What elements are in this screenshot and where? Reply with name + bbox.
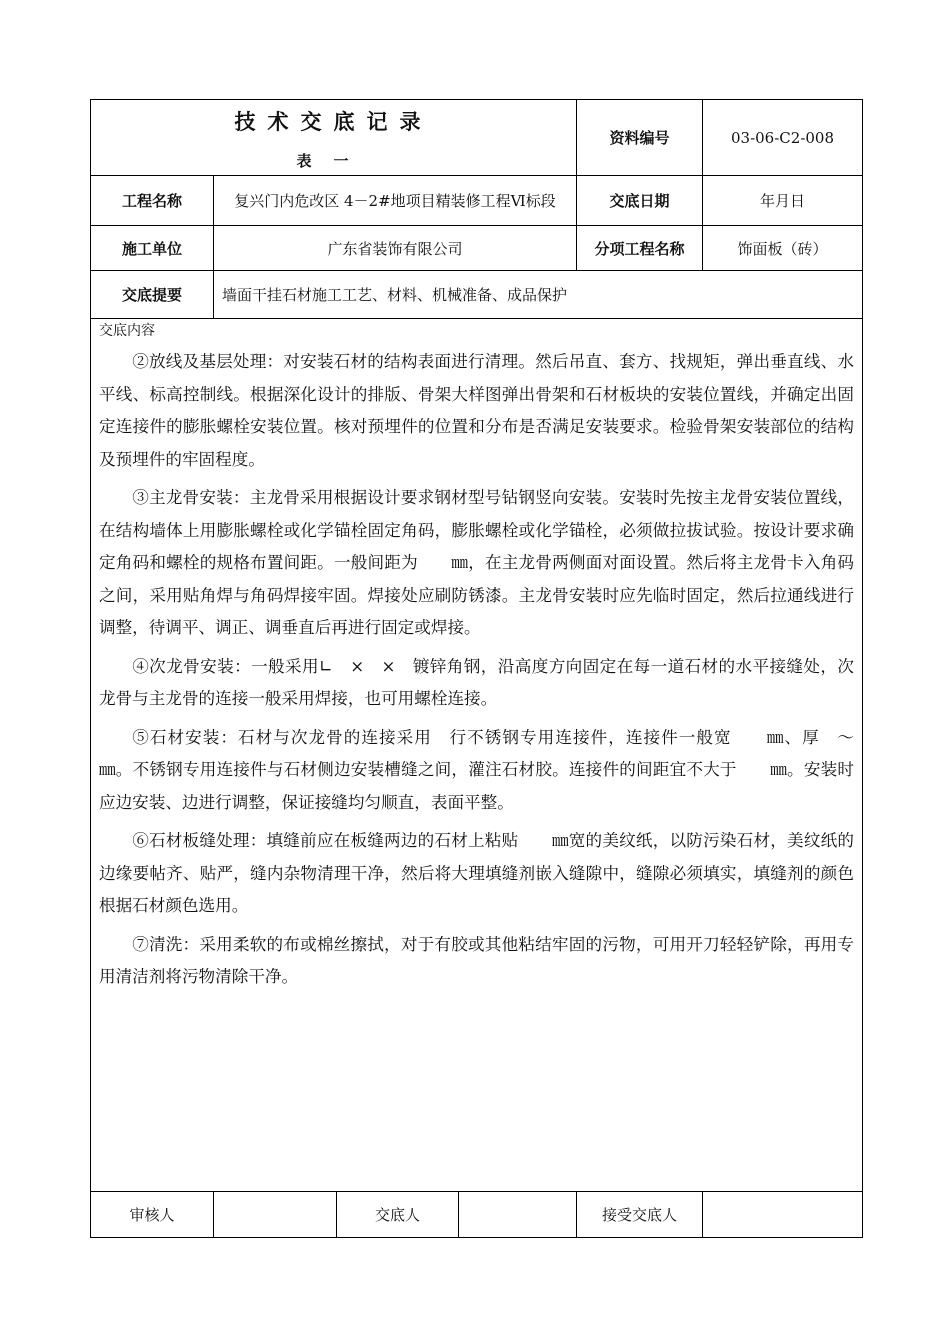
sub-item-value: 饰面板（砖） (703, 226, 863, 271)
page-title: 技术交底记录 (234, 110, 433, 134)
paragraph-layout-and-base: ②放线及基层处理：对安装石材的结构表面进行清理。然后吊直、套方、找规矩，弹出垂直线、水平线、标高控制线。根据深化设计的排版、骨架大样图弹出骨架和石材板块的安装位置线，并确定出固定连接件的膨胀螺栓安装位置。核对预埋件的位置和分布是否满足安装要求。检验骨架安装部位的结构及预埋件的牢固程度。 (99, 352, 854, 469)
project-name-value: 复兴门内危改区 4－2#地项目精装修工程Ⅵ标段 (214, 176, 577, 226)
paragraph-main-keel: ③主龙骨安装：主龙骨采用根据设计要求钢材型号钻钢竖向安装。安装时先按主龙骨安装位置线，在结构墙体上用膨胀螺栓或化学锚栓固定角码，膨胀螺栓或化学锚栓，必须做拉拔试验。按设计要求确定角码和螺栓的规格布置间距。一般间距为 ㎜，在主龙骨两侧面对面设置。然后将主龙骨卡入角码之间，采用贴角焊与角码焊接牢固。焊接处应刷防锈漆。主龙骨安装时应先临时固定，然后拉通线进行调整，待调平、调正、调垂直后再进行固定或焊接。 (99, 488, 854, 637)
doc-no-label: 资料编号 (577, 100, 703, 176)
receiver-signature-field[interactable] (703, 1192, 863, 1238)
paragraph-joint-treatment: ⑥石材板缝处理：填缝前应在板缝两边的石材上粘贴 ㎜宽的美纹纸，以防污染石材，美纹纸的边缘要帖齐、贴严，缝内杂物清理干净，然后将大理填缝剂嵌入缝隙中，缝隙必须填实，填缝剂的颜色根据石材颜色选用。 (99, 831, 854, 915)
disclosure-date-value: 年月日 (703, 176, 863, 226)
content-label: 交底内容 (99, 323, 155, 339)
discloser-signature-field[interactable] (459, 1192, 577, 1238)
disclosure-record-form (90, 99, 871, 1238)
paragraph-secondary-keel: ④次龙骨安装：一般采用∟ × × 镀锌角钢，沿高度方向固定在每一道石材的水平接缝处，次龙骨与主龙骨的连接一般采用焊接，也可用螺栓连接。 (99, 656, 854, 708)
construction-unit-label: 施工单位 (91, 226, 214, 271)
page-subtitle: 表一 (296, 152, 371, 170)
doc-no-value: 03-06-C2-008 (703, 100, 863, 176)
receiver-label: 接受交底人 (577, 1192, 703, 1238)
sub-item-label: 分项工程名称 (577, 226, 703, 271)
disclosure-content (91, 319, 871, 1192)
summary-value: 墙面干挂石材施工工艺、材料、机械准备、成品保护 (214, 271, 863, 319)
reviewer-label: 审核人 (91, 1192, 214, 1238)
project-name-label: 工程名称 (91, 176, 214, 226)
paragraph-stone-install: ⑤石材安装：石材与次龙骨的连接采用 行不锈钢专用连接件，连接件一般宽 ㎜、厚 ～ ㎜。不锈钢专用连接件与石材侧边安装槽缝之间，灌注石材胶。连接件的间距宜不大于 ㎜。安装时应边安装、边进行调整，保证接缝均匀顺直，表面平整。 (99, 727, 871, 812)
summary-label: 交底提要 (91, 271, 214, 319)
construction-unit-value: 广东省装饰有限公司 (214, 226, 577, 271)
paragraph-cleaning: ⑦清洗：采用柔软的布或棉丝擦拭，对于有胶或其他粘结牢固的污物，可用开刀轻轻铲除，再用专用清洁剂将污物清除干净。 (99, 934, 854, 986)
title-cell (91, 100, 577, 176)
discloser-label: 交底人 (337, 1192, 459, 1238)
disclosure-date-label: 交底日期 (577, 176, 703, 226)
reviewer-signature-field[interactable] (214, 1192, 337, 1238)
